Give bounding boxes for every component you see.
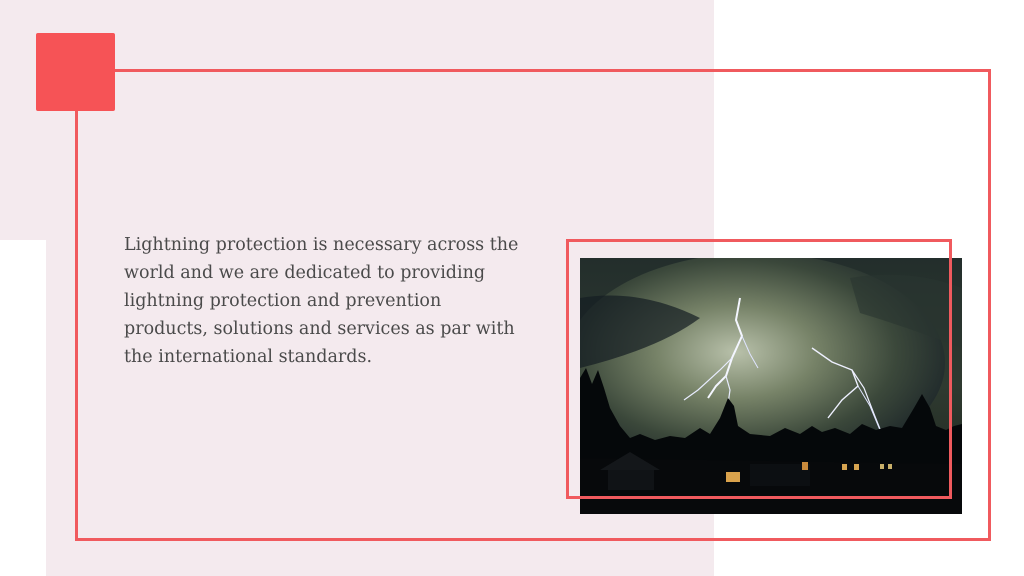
left-white-strip xyxy=(0,240,46,576)
accent-square xyxy=(36,33,115,111)
body-text: Lightning protection is necessary across the world and we are dedicated to providing lightning protection and prevention products, solutions and services as par with the international standards. xyxy=(124,235,519,367)
photo-frame xyxy=(566,239,952,499)
